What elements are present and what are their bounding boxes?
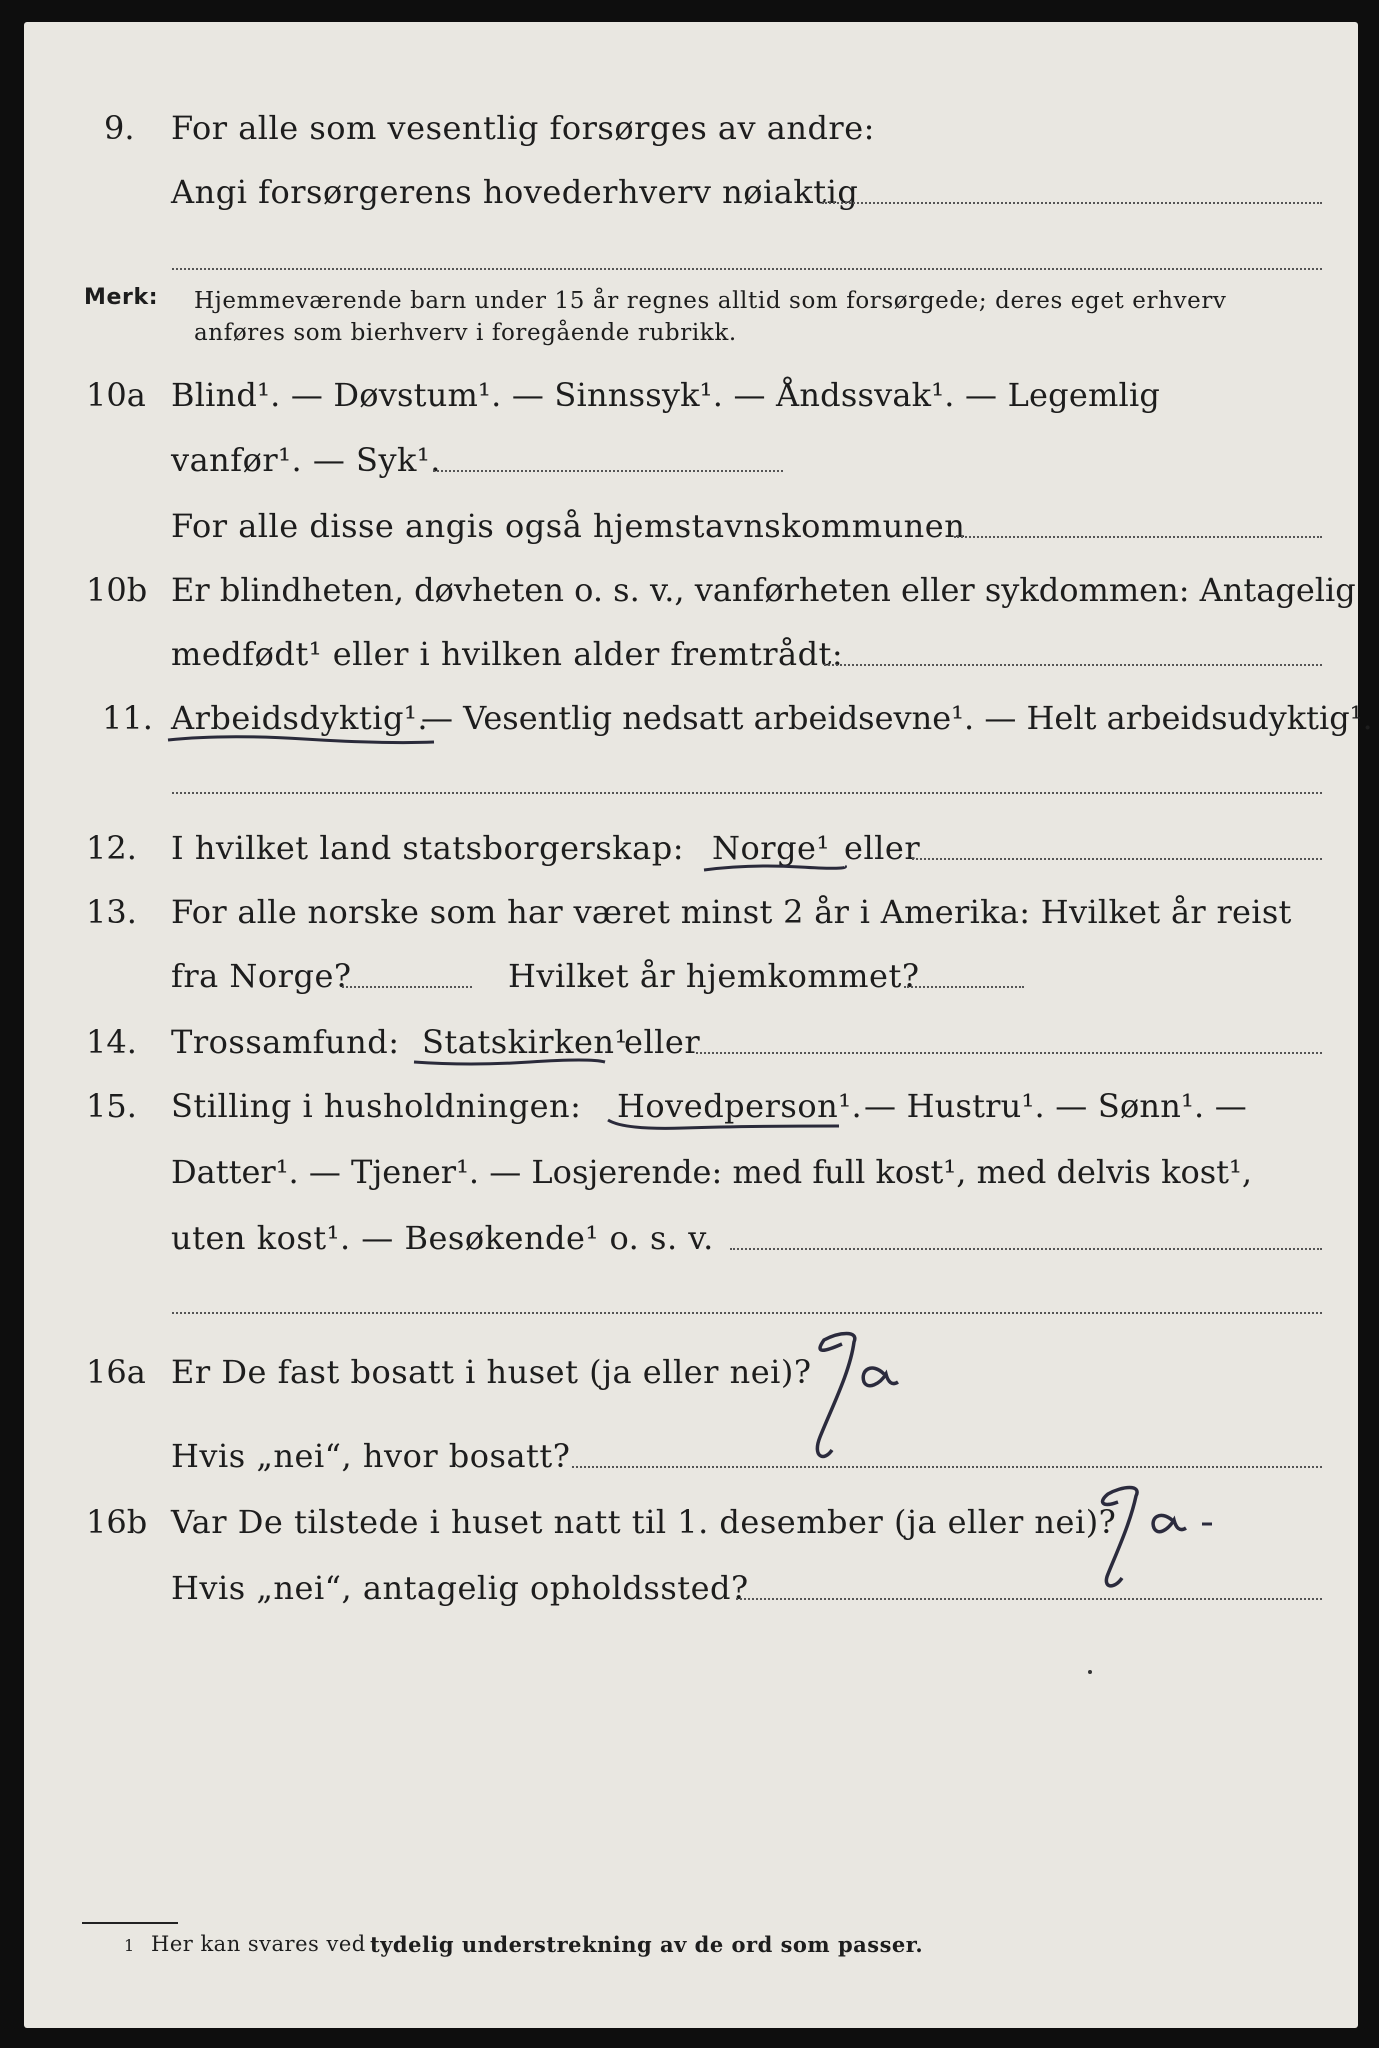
q16b-number: 16b (86, 1503, 148, 1541)
merk-line2: anføres som bierhverv i foregående rubrikk. (194, 320, 737, 346)
q13-year-left-line[interactable] (342, 986, 472, 988)
footnote-text-bold: tydelig understrekning av de ord som passer. (370, 1932, 924, 1957)
q16a-line2: Hvis „nei“, hvor bosatt? (171, 1437, 571, 1475)
merk-label: Merk: (84, 285, 159, 310)
ink-speck (1088, 1670, 1092, 1674)
q10b-answer-line[interactable] (824, 664, 1322, 666)
q15-option-hovedperson[interactable]: Hovedperson¹. (617, 1087, 863, 1125)
footnote-rule (82, 1922, 178, 1924)
q9-answer-line[interactable] (822, 202, 1322, 204)
q12-prefix: I hvilket land statsborgerskap: (171, 829, 684, 867)
merk-line1: Hjemmeværende barn under 15 år regnes alltid som forsørgede; deres eget erhverv (194, 288, 1227, 314)
q16b-line2: Hvis „nei“, antagelig opholdssted? (171, 1569, 749, 1607)
q13-number: 13. (86, 893, 137, 931)
footnote-text-plain: Her kan svares ved (151, 1932, 366, 1956)
q12-suffix: eller (844, 829, 921, 867)
q15-answer-line[interactable] (730, 1248, 1322, 1250)
q12-number: 12. (86, 829, 137, 867)
q14-prefix: Trossamfund: (171, 1023, 400, 1061)
q15-line3: uten kost¹. — Besøkende¹ o. s. v. (171, 1219, 714, 1257)
q15-answer-line-2[interactable] (172, 1312, 1322, 1314)
q15-line1-rest: — Hustru¹. — Sønn¹. — (864, 1087, 1247, 1125)
q9-line1: For alle som vesentlig forsørges av andre: (171, 109, 875, 147)
q15-prefix: Stilling i husholdningen: (171, 1087, 582, 1125)
q14-number: 14. (86, 1023, 137, 1061)
q14-underline-mark (410, 1054, 610, 1070)
q13-line1: For alle norske som har været minst 2 år i Amerika: Hvilket år reist (171, 893, 1292, 931)
q12-option-norge[interactable]: Norge¹ (712, 829, 830, 867)
q10b-number: 10b (86, 571, 148, 609)
q11-number: 11. (102, 699, 153, 737)
q16a-number: 16a (86, 1353, 146, 1391)
q13-line2b: Hvilket år hjemkommet? (508, 957, 920, 995)
q14-answer-line[interactable] (696, 1052, 1322, 1054)
q12-underline-mark (700, 860, 850, 876)
q16a-line1: Er De fast bosatt i huset (ja eller nei)? (171, 1353, 812, 1391)
q10b-line2: medfødt¹ eller i hvilken alder fremtrådt: (171, 635, 844, 673)
footnote-mark: 1 (124, 1936, 135, 1955)
q10a-line2: vanfør¹. — Syk¹. (171, 441, 441, 479)
q16b-answer-line[interactable] (736, 1598, 1322, 1600)
q11-option-arbeidsdyktig[interactable]: Arbeidsdyktig¹. (171, 699, 428, 737)
q12-answer-line[interactable] (912, 858, 1322, 860)
q11-underline-mark (164, 730, 444, 750)
q10a-line3: For alle disse angis også hjemstavnskommunen (171, 507, 966, 545)
q14-suffix: eller (624, 1023, 701, 1061)
q9-answer-line-2[interactable] (172, 268, 1322, 270)
q16b-handwritten-answer (1064, 1462, 1304, 1602)
q16b-line1: Var De tilstede i huset natt til 1. desember (ja eller nei)? (171, 1503, 1117, 1541)
q9-line2: Angi forsørgerens hovederhverv nøiaktig (171, 173, 859, 211)
q13-line2a: fra Norge? (171, 957, 352, 995)
q10a-answer-line[interactable] (433, 470, 783, 472)
q10a-number: 10a (86, 376, 146, 414)
census-form-page (24, 22, 1373, 2028)
q10a-line1: Blind¹. — Døvstum¹. — Sinnssyk¹. — Åndssvak¹. — Legemlig (171, 376, 1161, 414)
q15-underline-mark (604, 1116, 844, 1136)
q14-option-statskirken[interactable]: Statskirken¹ (422, 1023, 628, 1061)
q15-line2: Datter¹. — Tjener¹. — Losjerende: med full kost¹, med delvis kost¹, (171, 1153, 1253, 1191)
q10a-home-municipality-line[interactable] (954, 536, 1322, 538)
q11-rest: — Vesentlig nedsatt arbeidsevne¹. — Helt arbeidsudyktig¹. (421, 699, 1373, 737)
q15-number: 15. (86, 1087, 137, 1125)
q9-number: 9. (104, 109, 135, 147)
q10b-line1: Er blindheten, døvheten o. s. v., vanførheten eller sykdommen: Antagelig (171, 571, 1356, 609)
q11-answer-line[interactable] (172, 792, 1322, 794)
q16a-handwritten-answer (784, 1312, 964, 1472)
q13-year-returned-line[interactable] (904, 986, 1024, 988)
